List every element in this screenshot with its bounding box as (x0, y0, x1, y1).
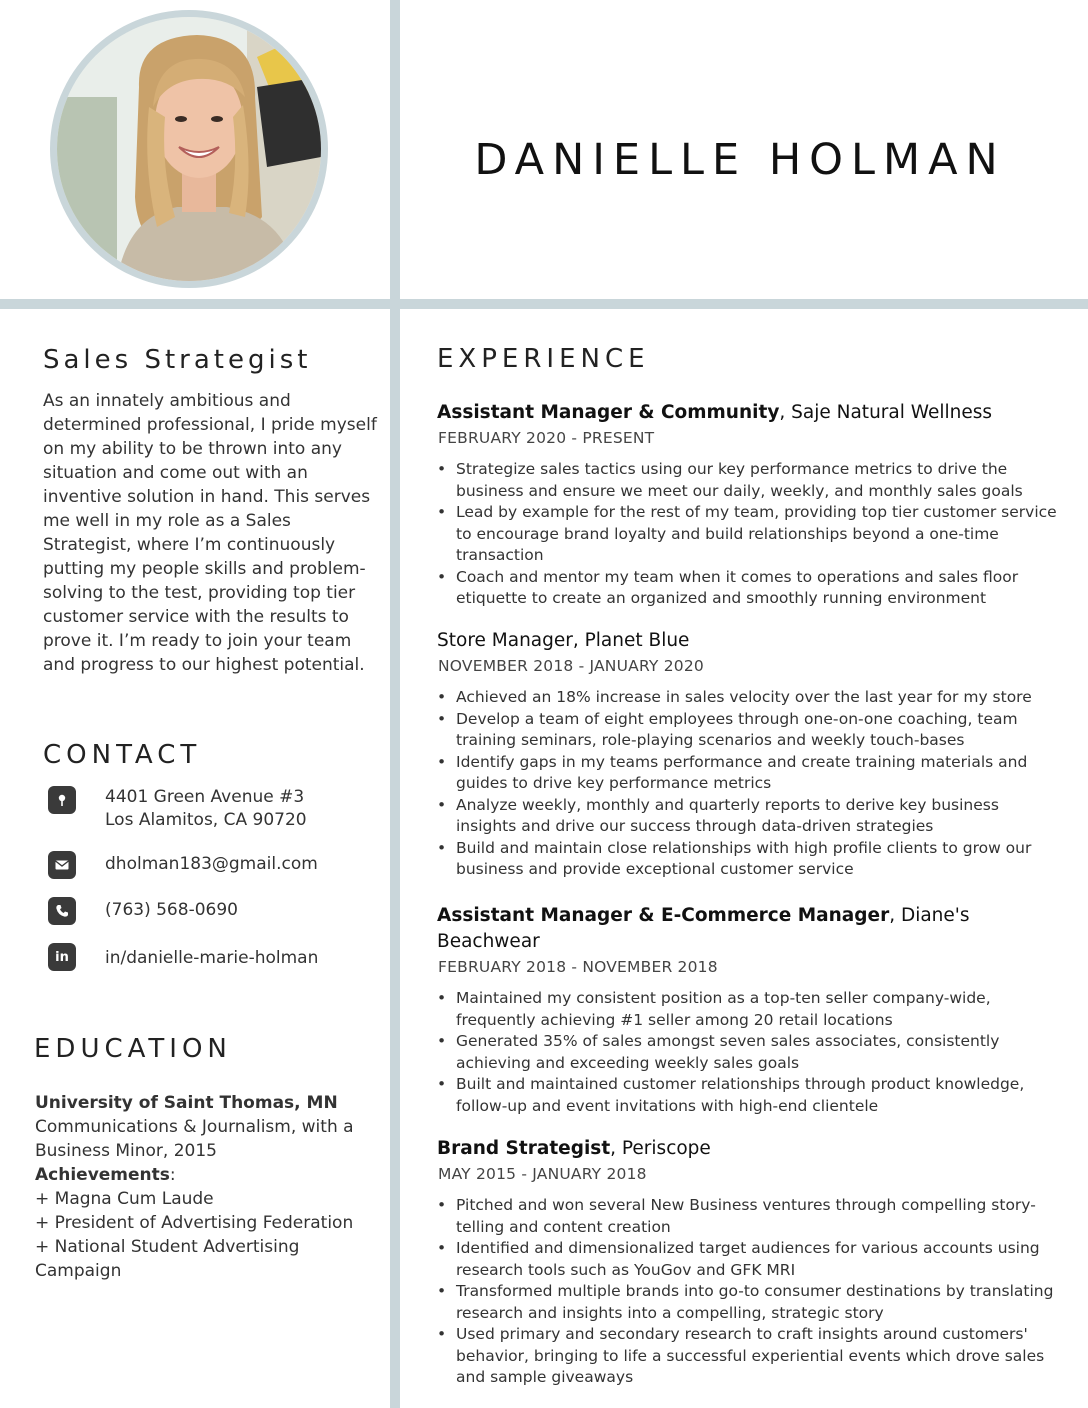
experience-entry (437, 903, 1057, 1117)
exp-dates: FEBRUARY 2020 - PRESENT (438, 429, 655, 447)
experience-entry (437, 400, 1057, 610)
list-item: • Lead by example for the rest of my team, providing top tier customer service to encourage brand loyalty and build relationships beyond a one-time transaction (437, 502, 1057, 567)
portrait-illustration (57, 17, 321, 281)
contact-heading: CONTACT (43, 740, 202, 770)
contact-address (48, 786, 307, 832)
list-item: • Strategize sales tactics using our key performance metrics to drive the business and ensure we meet our daily, weekly, and monthly sales goals (437, 459, 1057, 502)
achievements-colon: : (169, 1165, 176, 1185)
candidate-name: DANIELLE HOLMAN (474, 135, 1006, 185)
contact-phone (48, 897, 238, 925)
exp-role: Assistant Manager & E-Commerce Manager (437, 905, 890, 926)
job-title: Sales Strategist (43, 345, 312, 375)
profile-summary: As an innately ambitious and determined professional, I pride myself on my ability to be thrown into any situation and come out with an inventive solution in hand. This serves me well in my role as a Sales Strategist, where I’m continuously putting my people skills and problem-solving to the test, providing top tier customer service with the results to prove it. I’m ready to join your team and progress to our highest potential. (43, 391, 377, 675)
list-item: • Generated 35% of sales amongst seven sales associates, consistently achieving and exceeding weekly sales goals (437, 1031, 1057, 1074)
linkedin-icon: in (48, 943, 76, 971)
list-item: • Pitched and won several New Business ventures through compelling story-telling and content creation (437, 1195, 1057, 1238)
exp-dates: FEBRUARY 2018 - NOVEMBER 2018 (438, 958, 718, 976)
achievement-item: + Magna Cum Laude (35, 1189, 214, 1209)
exp-bullets (437, 1195, 1057, 1389)
experience-entry (437, 1136, 1057, 1389)
achievements-label: Achievements (35, 1165, 170, 1185)
exp-dates: MAY 2015 - JANUARY 2018 (438, 1165, 647, 1183)
profile-photo (57, 17, 321, 281)
phone-icon (48, 897, 76, 925)
contact-email (48, 851, 318, 879)
email-icon (48, 851, 76, 879)
contact-linkedin (48, 943, 318, 971)
exp-company: , Diane's Beachwear (437, 905, 970, 952)
list-item: • Build and maintain close relationships with high profile clients to grow our business and provide exceptional customer service (437, 838, 1057, 881)
address-line-2: Los Alamitos, CA 90720 (105, 810, 307, 830)
address-line-1: 4401 Green Avenue #3 (105, 787, 305, 807)
exp-bullets (437, 459, 1057, 610)
school-name: University of Saint Thomas, MN (35, 1093, 338, 1113)
exp-dates: NOVEMBER 2018 - JANUARY 2020 (438, 657, 704, 675)
experience-entry (437, 628, 1057, 881)
email-address[interactable]: dholman183@gmail.com (105, 854, 318, 874)
exp-company: , Periscope (610, 1138, 711, 1159)
exp-bullets (437, 687, 1057, 881)
achievement-item: + National Student Advertising Campaign (35, 1237, 300, 1281)
education-block (35, 1091, 375, 1283)
exp-bullets (437, 988, 1057, 1117)
exp-role: Store Manager, Planet Blue (437, 630, 690, 651)
list-item: • Transformed multiple brands into go-to consumer destinations by translating research and insights into a compelling, strategic story (437, 1281, 1057, 1324)
vertical-divider (390, 0, 400, 1408)
list-item: • Coach and mentor my team when it comes to operations and sales floor etiquette to create an organized and smoothly running environment (437, 567, 1057, 610)
experience-heading: EXPERIENCE (437, 344, 650, 374)
degree: Communications & Journalism, with a Business Minor, 2015 (35, 1117, 354, 1161)
phone-number[interactable]: (763) 568-0690 (105, 900, 238, 920)
achievement-item: + President of Advertising Federation (35, 1213, 354, 1233)
list-item: • Achieved an 18% increase in sales velocity over the last year for my store (437, 687, 1057, 709)
location-icon (48, 786, 76, 814)
list-item: • Identified and dimensionalized target audiences for various accounts using research tools such as YouGov and GFK MRI (437, 1238, 1057, 1281)
exp-role: Assistant Manager & Community (437, 402, 780, 423)
list-item: • Identify gaps in my teams performance and create training materials and guides to drive key performance metrics (437, 752, 1057, 795)
list-item: • Built and maintained customer relationships through product knowledge, follow-up and event invitations with high-end clientele (437, 1074, 1057, 1117)
linkedin-handle[interactable]: in/danielle-marie-holman (105, 948, 319, 968)
list-item: • Analyze weekly, monthly and quarterly reports to derive key business insights and drive our success through data-driven strategies (437, 795, 1057, 838)
exp-company: , Saje Natural Wellness (779, 402, 993, 423)
exp-role: Brand Strategist (437, 1138, 611, 1159)
list-item: • Develop a team of eight employees through one-on-one coaching, team training seminars, role-playing scenarios and weekly touch-bases (437, 709, 1057, 752)
education-heading: EDUCATION (34, 1034, 232, 1064)
profile-photo-frame (50, 10, 328, 288)
list-item: • Used primary and secondary research to craft insights around customers' behavior, bringing to life a successful experiential events which drove sales and sample giveaways (437, 1324, 1057, 1389)
list-item: • Maintained my consistent position as a top-ten seller company-wide, frequently achieving #1 seller among 20 retail locations (437, 988, 1057, 1031)
horizontal-divider (0, 299, 1088, 309)
